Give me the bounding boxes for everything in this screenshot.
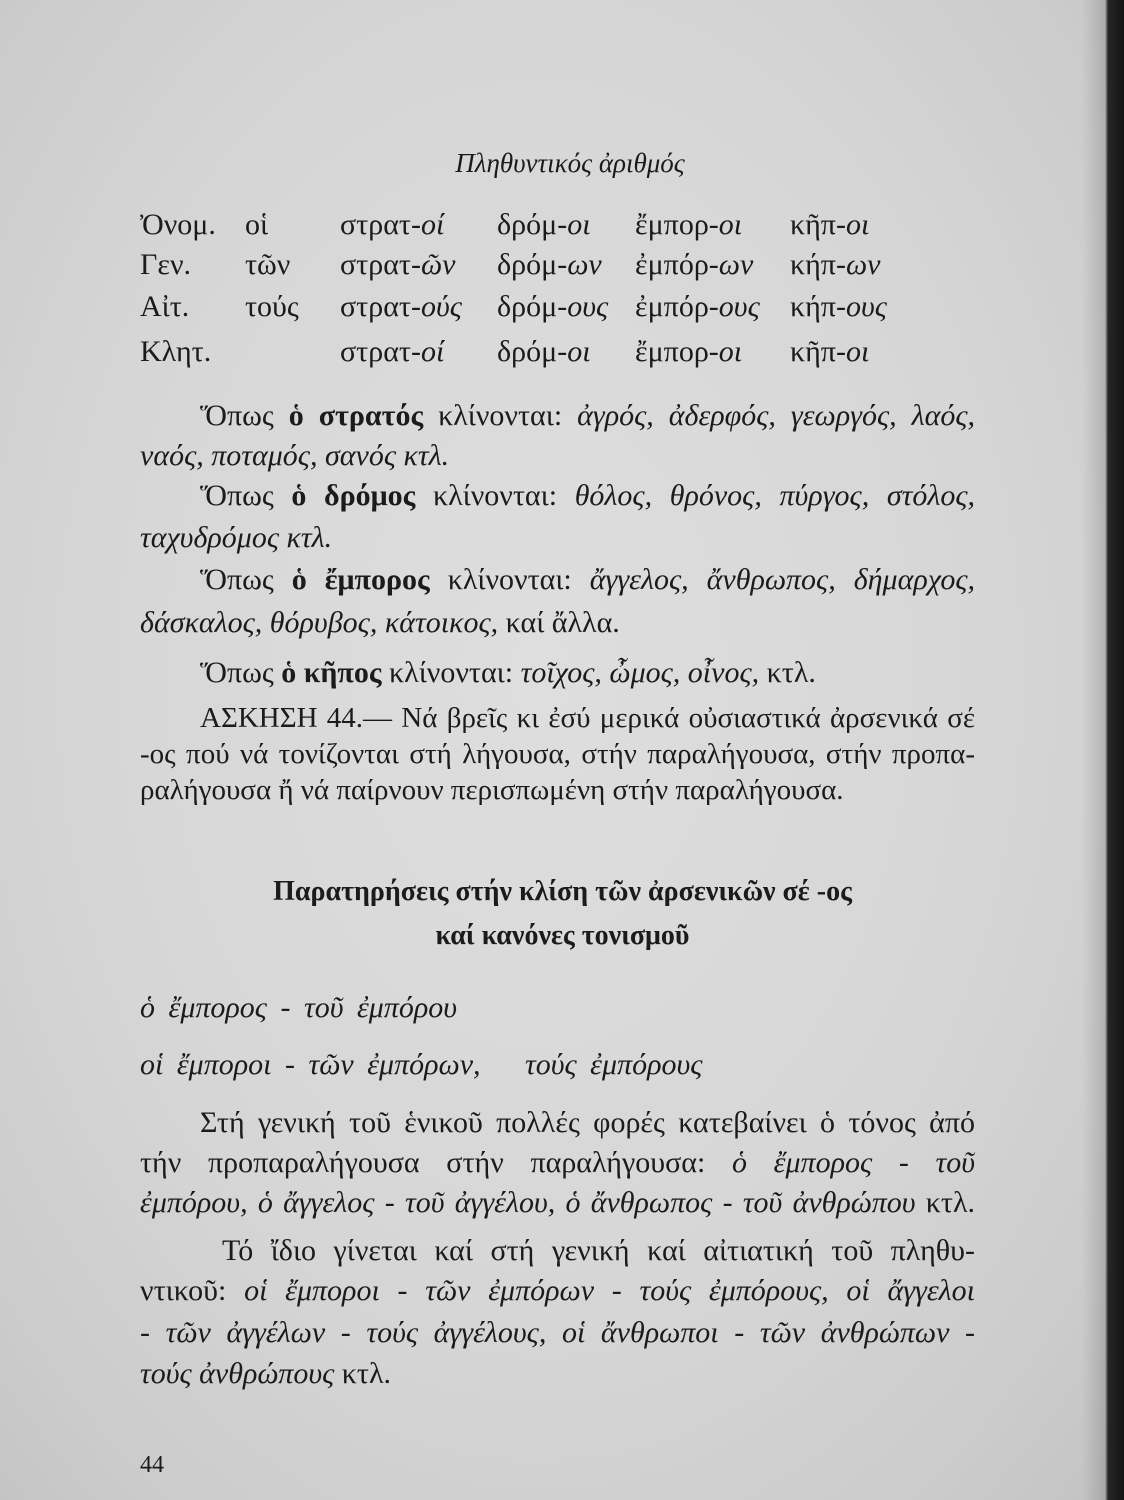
ending: ους xyxy=(845,290,887,323)
form-stratos xyxy=(340,245,455,285)
rule-line xyxy=(222,1231,975,1271)
stem: στρατ- xyxy=(340,290,421,323)
table-row-nominative xyxy=(0,205,1124,245)
case-label: Αἰτ. xyxy=(140,290,190,323)
lead-word: Ὅπως xyxy=(200,479,274,512)
stem: ἔμπορ- xyxy=(635,335,719,368)
form-kipos xyxy=(790,205,869,245)
stem: κῆπ- xyxy=(790,208,846,241)
form-kipos xyxy=(790,332,869,372)
rule-line xyxy=(140,1313,975,1353)
rule-text: Στή γενική τοῦ ἑνικοῦ πολλές φορές κατεβαίνει ὁ τόνος ἀπό xyxy=(200,1106,975,1139)
stem: κῆπ- xyxy=(790,335,846,368)
stem: δρόμ- xyxy=(497,248,568,281)
example-nouns: δάσκαλος, θόρυβος, κάτοικος, xyxy=(140,606,499,639)
ending: ούς xyxy=(420,290,462,323)
lead-word: Ὅπως xyxy=(200,656,274,689)
lead-word: Ὅπως xyxy=(200,399,274,432)
example-plural-accusative: τούς ἐμπόρους xyxy=(525,1048,703,1081)
example-nouns: τοῖχος, ὦμος, οἶνος, xyxy=(520,656,760,689)
stem: ἔμπορ- xyxy=(635,208,719,241)
table-row-accusative xyxy=(0,287,1124,327)
example-singular: ὁ ἔμπορος - τοῦ ἐμπόρου xyxy=(140,991,458,1024)
ending: οι xyxy=(845,335,870,368)
stem: δρόμ- xyxy=(497,208,568,241)
form-stratos xyxy=(340,287,462,327)
case-label: Κλητ. xyxy=(140,335,212,368)
ending: οι xyxy=(718,335,743,368)
case-label: Ὀνομ. xyxy=(140,208,216,241)
form-emporos xyxy=(635,287,760,327)
plural-number-title: Πληθυντικός ἀριθμός xyxy=(455,148,685,178)
form-kipos xyxy=(790,287,887,327)
ending: οί xyxy=(420,335,445,368)
rule-text: ντικοῦ: xyxy=(140,1274,227,1307)
rule-line xyxy=(140,1183,975,1223)
case-label: Γεν. xyxy=(140,248,192,281)
rule-tail: κτλ. xyxy=(925,1186,976,1219)
model-noun: ὁ ἔμπορος xyxy=(291,563,430,596)
model-dromos-line-cont xyxy=(140,518,975,558)
form-dromos xyxy=(497,332,591,372)
article: οἱ xyxy=(245,208,269,241)
model-emporos-line-cont xyxy=(140,603,975,643)
ending: ους xyxy=(567,290,609,323)
verb: κλίνονται: xyxy=(432,479,558,512)
model-noun: ὁ κῆπος xyxy=(281,656,382,689)
example-plural xyxy=(140,1045,975,1085)
tail-text: καί ἄλλα. xyxy=(505,606,620,639)
ending: οι xyxy=(718,208,743,241)
example-nouns: ταχυδρόμος κτλ. xyxy=(140,521,333,554)
ending: οί xyxy=(420,208,445,241)
ending: οι xyxy=(567,208,591,241)
rule-example: οἱ ἔμποροι - τῶν ἐμπόρων - τούς ἐμπόρους, οἱ ἄγγελοι xyxy=(244,1274,975,1307)
example-nouns: ἄγγελος, ἄνθρωπος, δήμαρχος, xyxy=(589,563,975,596)
ending: ους xyxy=(718,290,760,323)
model-stratos-line xyxy=(200,396,975,436)
exercise-line: -ος πού νά τονίζονται στή λήγουσα, στήν παραλήγουσα, στήν προπα- xyxy=(140,738,975,770)
rule-line xyxy=(140,1271,975,1311)
verb: κλίνονται: xyxy=(438,399,563,432)
stem: κήπ- xyxy=(790,248,846,281)
stem: ἐμπόρ- xyxy=(635,290,719,323)
ending: ῶν xyxy=(420,248,456,281)
page-number: 44 xyxy=(140,1452,164,1478)
form-dromos xyxy=(497,245,602,285)
model-stratos-line-cont xyxy=(140,436,975,476)
model-emporos-line xyxy=(200,560,975,600)
form-dromos xyxy=(497,287,608,327)
exercise-line: ΑΣΚΗΣΗ 44.— Νά βρεῖς κι ἐσύ μερικά οὐσιαστικά ἀρσενικά σέ xyxy=(200,702,975,734)
rule-text: Τό ἴδιο γίνεται καί στή γενική καί αἰτιατική τοῦ πληθυ- xyxy=(222,1234,975,1267)
rule-example: - τῶν ἀγγέλων - τούς ἀγγέλους, οἱ ἄνθρωποι - τῶν ἀνθρώπων - xyxy=(140,1316,975,1349)
table-row-genitive xyxy=(0,245,1124,285)
rule-tail: κτλ. xyxy=(341,1357,392,1390)
ending: ων xyxy=(567,248,602,281)
model-noun: ὁ στρατός xyxy=(288,399,424,432)
heading-line: καί κανόνες τονισμοῦ xyxy=(435,920,690,951)
example-nouns: θόλος, θρόνος, πύργος, στόλος, xyxy=(574,479,976,512)
ending: ων xyxy=(718,248,754,281)
table-row-vocative xyxy=(0,332,1124,372)
article: τῶν xyxy=(245,248,291,281)
model-noun: ὁ δρόμος xyxy=(291,479,416,512)
stem: δρόμ- xyxy=(497,335,568,368)
article: τούς xyxy=(245,290,299,323)
form-kipos xyxy=(790,245,880,285)
verb: κλίνονται: xyxy=(447,563,572,596)
stem: στρατ- xyxy=(340,248,421,281)
model-kipos-line xyxy=(200,653,975,693)
stem: στρατ- xyxy=(340,335,421,368)
form-emporos xyxy=(635,245,753,285)
stem: κήπ- xyxy=(790,290,846,323)
stem: στρατ- xyxy=(340,208,421,241)
form-emporos xyxy=(635,205,742,245)
rule-line xyxy=(140,1354,975,1394)
form-dromos xyxy=(497,205,591,245)
form-stratos xyxy=(340,205,444,245)
ending: ων xyxy=(845,248,881,281)
example-nouns: ναός, ποταμός, σανός κτλ. xyxy=(140,439,450,472)
exercise-line: ραλήγουσα ἤ νά παίρνουν περισπωμένη στήν παραλήγουσα. xyxy=(140,774,844,806)
ending: οι xyxy=(845,208,870,241)
verb: κλίνονται: xyxy=(389,656,514,689)
heading-line: Παρατηρήσεις στήν κλίση τῶν ἀρσενικῶν σέ -ος xyxy=(273,876,852,907)
rule-example: ἐμπόρου, ὁ ἄγγελος - τοῦ ἀγγέλου, ὁ ἄνθρωπος - τοῦ ἀνθρώπου xyxy=(140,1186,916,1219)
example-nouns: ἀγρός, ἀδερφός, γεωργός, λαός, xyxy=(577,399,976,432)
form-emporos xyxy=(635,332,742,372)
stem: δρόμ- xyxy=(497,290,568,323)
example-plural-genitive: οἱ ἔμποροι - τῶν ἐμπόρων, xyxy=(140,1048,481,1081)
ending: οι xyxy=(567,335,591,368)
rule-example: ὁ ἔμπορος - τοῦ xyxy=(732,1146,976,1179)
tail-text: κτλ. xyxy=(766,656,816,689)
rule-line xyxy=(140,1143,975,1183)
stem: ἐμπόρ- xyxy=(635,248,719,281)
rule-line xyxy=(200,1103,975,1143)
lead-word: Ὅπως xyxy=(200,563,274,596)
rule-text: τήν προπαραλήγουσα στήν παραλήγουσα: xyxy=(140,1146,706,1179)
form-stratos xyxy=(340,332,444,372)
model-dromos-line xyxy=(200,476,975,516)
rule-example: τούς ἀνθρώπους xyxy=(140,1357,335,1390)
